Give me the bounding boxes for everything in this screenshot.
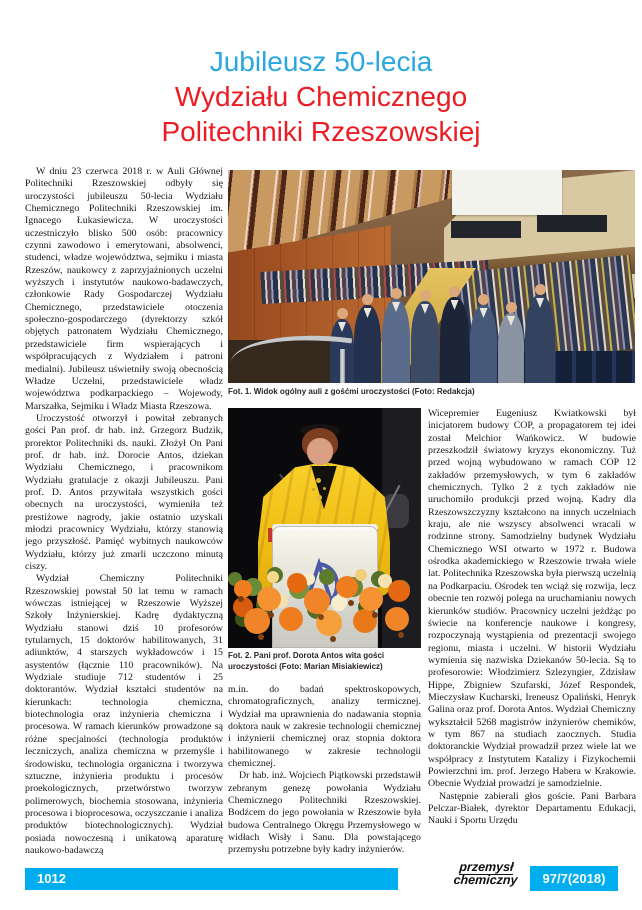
photo1-person [354, 305, 381, 383]
photo1-person [470, 305, 497, 383]
photo2-gerbera-flowers [234, 580, 252, 598]
article-title-line1: Jubileusz 50-lecia [209, 46, 433, 77]
photo1-handrail-post [340, 349, 345, 383]
issue-badge [530, 866, 618, 891]
photo1-projection-screen [452, 170, 562, 215]
photo1-person [382, 299, 410, 383]
article-column-3 [428, 408, 636, 865]
article-title [0, 44, 642, 149]
paragraph: Dr hab. inż. Wojciech Piątkowski przedstawił zebranym genezę powołania Wydziału Chemicznego Politechniki Rzeszowskiej. Bodźcem do jego powołania w Rzeszowie była budowa Centralnego Okręgu Przemysłowego w widłach Wisły i Sanu. Dla powstającego przemysłu potrzebne były kadry inżynierów. [228, 770, 421, 856]
university-logo-icon [300, 558, 348, 610]
photo1-person [440, 297, 469, 383]
photo1-person [498, 313, 524, 383]
journal-logo-line2: chemiczny [453, 872, 519, 887]
paragraph: Wicepremier Eugeniusz Kwiatkowski był inicjatorem budowy COP, a propagatorem tej idei został Melchior Wańkowicz. W budowie przeszkodził światowy kryzys ekonomiczny. Tuż przed wojną wybudowano w ramach COP 12 zakładów przemysłowych, w tym 6 zakładów chemicznych. Tylko 2 z tych zakładów nie uruchomiło produkcji przed wojną. Kadry dla Rzeszowszczyzny kształcono na innych uczelniach kraju, ale nie wszyscy absolwenci wracali w rodzinne strony. Samodzielny budynek Wydziału Chemicznego WSI otwarto w 1972 r. Budowa ośrodka akademickiego w Rzeszowie trwała wiele lat. Politechnika Rzeszowska była pierwszą uczelnią na Podkarpaciu. Ośrodek ten wciąż się rozwija, lecz obecnie ten rozwój polega na uruchamianiu nowych kierunków studiów. Pracownicy uczelni jeżdżąc po świecie na konferencje naukowe i kongresy, rozpoczynają wystąpienia od prezentacji swojego regionu, miasta i uczelni. W historii Wydziału wymienia się nazwiska Dziekanów 50-lecia. Są to profesorowie: Włodzimierz Szlezyngier, Zdzisław Hippe, Zbigniew Szufarski, Józef Respondek, Mieczysław Kucharski, Ireneusz Opaliński, Henryk Galina oraz prof. Dorota Antos. Wydział Chemiczny wykształcił 5268 magistrów inżynierów chemików, w tym 867 na studiach zaocznych. Studia doktoranckie Wydział prowadził przez wiele lat we współpracy z Instytutem Katalizy i Fizykochemii Powierzchni im. prof. Jerzego Habera w Krakowie. Obecnie Wydział prowadzi je samodzielnie. [428, 408, 636, 790]
paragraph: Wydział Chemiczny Politechniki Rzeszowskiej powstał 50 lat temu w ramach wówczas istniejącej w Rzeszowie Wyższej Szkoły Inżynierskiej. Kadrę dydaktyczną Wydziału stanowi dziś 10 profesorów tytularnych, 15 doktorów habilitowanych, 31 adiunktów, 4 starszych wykładowców i 15 asystentów (łącznie 110 pracowników). Na Wydziale studiuje 712 studentów i 25 doktorantów. Wydział kształci studentów na kierunkach: technologia chemiczna, biotechnologia oraz inżynieria chemiczna i procesowa. W ramach kierunków prowadzone są różne specjalności (technologia produktów leczniczych, analiza chemiczna w przemyśle i środowisku, technologia organiczna i tworzywa sztuczne, inżynieria produktu i procesów proekologicznych, przetwórstwo tworzyw polimerowych, biochemia stosowana, inżynieria procesowa i bioprocesowa, oczyszczanie i analiza produktów biotechnologicznych). Wydział posiada nowoczesną i unikatową aparaturę naukowo-badawczą [25, 573, 223, 856]
journal-logo [445, 862, 527, 886]
issue-number: 97/7(2018) [542, 871, 606, 886]
article-title-line2: Wydziału Chemicznego [174, 81, 468, 112]
article-title-line3: Politechniki Rzeszowskiej [161, 116, 481, 147]
page-number: 1012 [37, 871, 66, 886]
photo2-face [307, 438, 333, 465]
paragraph: W dniu 23 czerwca 2018 r. w Auli Głównej Politechniki Rzeszowskiej odbyły się uroczystości jubileuszu 50-lecia Wydziału Chemicznego Politechniki Rzeszowskiej im. Ignacego Łukasiewicza. W uroczystości uczestniczyło blisko 500 osób: pracownicy czynni zawodowo i emerytowani, absolwenci, studenci, władze województwa, sejmiku i miasta Rzeszów, naukowcy z zaprzyjaźnionych uczelni wyższych i instytutów naukowo-badawczych, członkowie Rady Gospodarczej Wydziału Chemicznego, przedstawiciele otoczenia społeczno-gospodarczego (dyrektorzy szkół objętych patronatem Wydziału Chemicznego, przedstawiciele firm wspierających i współpracujących z Wydziałem i patroni medialni). Jubileusz uświetniły swoją obecnością Władze Uczelni, przedstawiciele władz województwa podkarpackiego – Wojewody, Marszałka, Sejmiku i Władz Miasta Rzeszowa. [25, 166, 223, 412]
journal-logo-line1: przemysł [458, 860, 515, 874]
paragraph: Następnie zabierali głos goście. Pani Barbara Pelczar-Białek, dyrektor Departamentu Edukacji, Nauki i Sportu Urzędu [428, 790, 636, 827]
photo2-caption: Fot. 2. Pani prof. Dorota Antos wita gości uroczystości (Foto: Marian Misiakiewicz) [228, 651, 385, 671]
photo-speaker [228, 408, 421, 648]
photo1-person [411, 301, 439, 383]
paragraph: m.in. do badań spektroskopowych, chromatograficznych, analizy termicznej. Wydział ma uprawnienia do nadawania stopnia doktora nauk w zakresie technologii chemicznej i inżynierii chemicznej oraz stopnia doktora habilitowanego w zakresie technologii chemicznej. [228, 684, 421, 770]
photo1-person [525, 295, 555, 383]
photo1-caption: Fot. 1. Widok ogólny auli z gośćmi uroczystości (Foto: Redakcja) [228, 387, 475, 396]
article-column-1 [25, 166, 223, 866]
photo1-booth-windows [537, 215, 606, 232]
page-number-bar [25, 868, 398, 890]
paragraph: Uroczystość otworzył i powitał zebranych gości Pan prof. dr hab. inż. Grzegorz Budzik, prorektor Politechniki ds. nauki. Złożył On Pani prof. dr hab. inż. Dorocie Antos, dziekan Wydziału Chemicznego, i pracownikom Wydziału gratulacje z okazji Jubileuszu. Pani prof. D. Antos przywitała wszystkich gości obecnych na uroczystości, wymieniła też prestiżowe nagrody, jakie ostatnio uzyskali młodzi pracownicy Wydziału, którzy stanowią jego przyszłość. Pamięć wybitnych naukowców Wydziału, którzy już zmarli uczczono minutą ciszy. [25, 412, 223, 572]
article-column-2 [228, 684, 421, 865]
photo2-gold-chain [316, 478, 321, 483]
photo-auditorium [228, 170, 635, 383]
photo2-flower-centers [238, 596, 244, 602]
